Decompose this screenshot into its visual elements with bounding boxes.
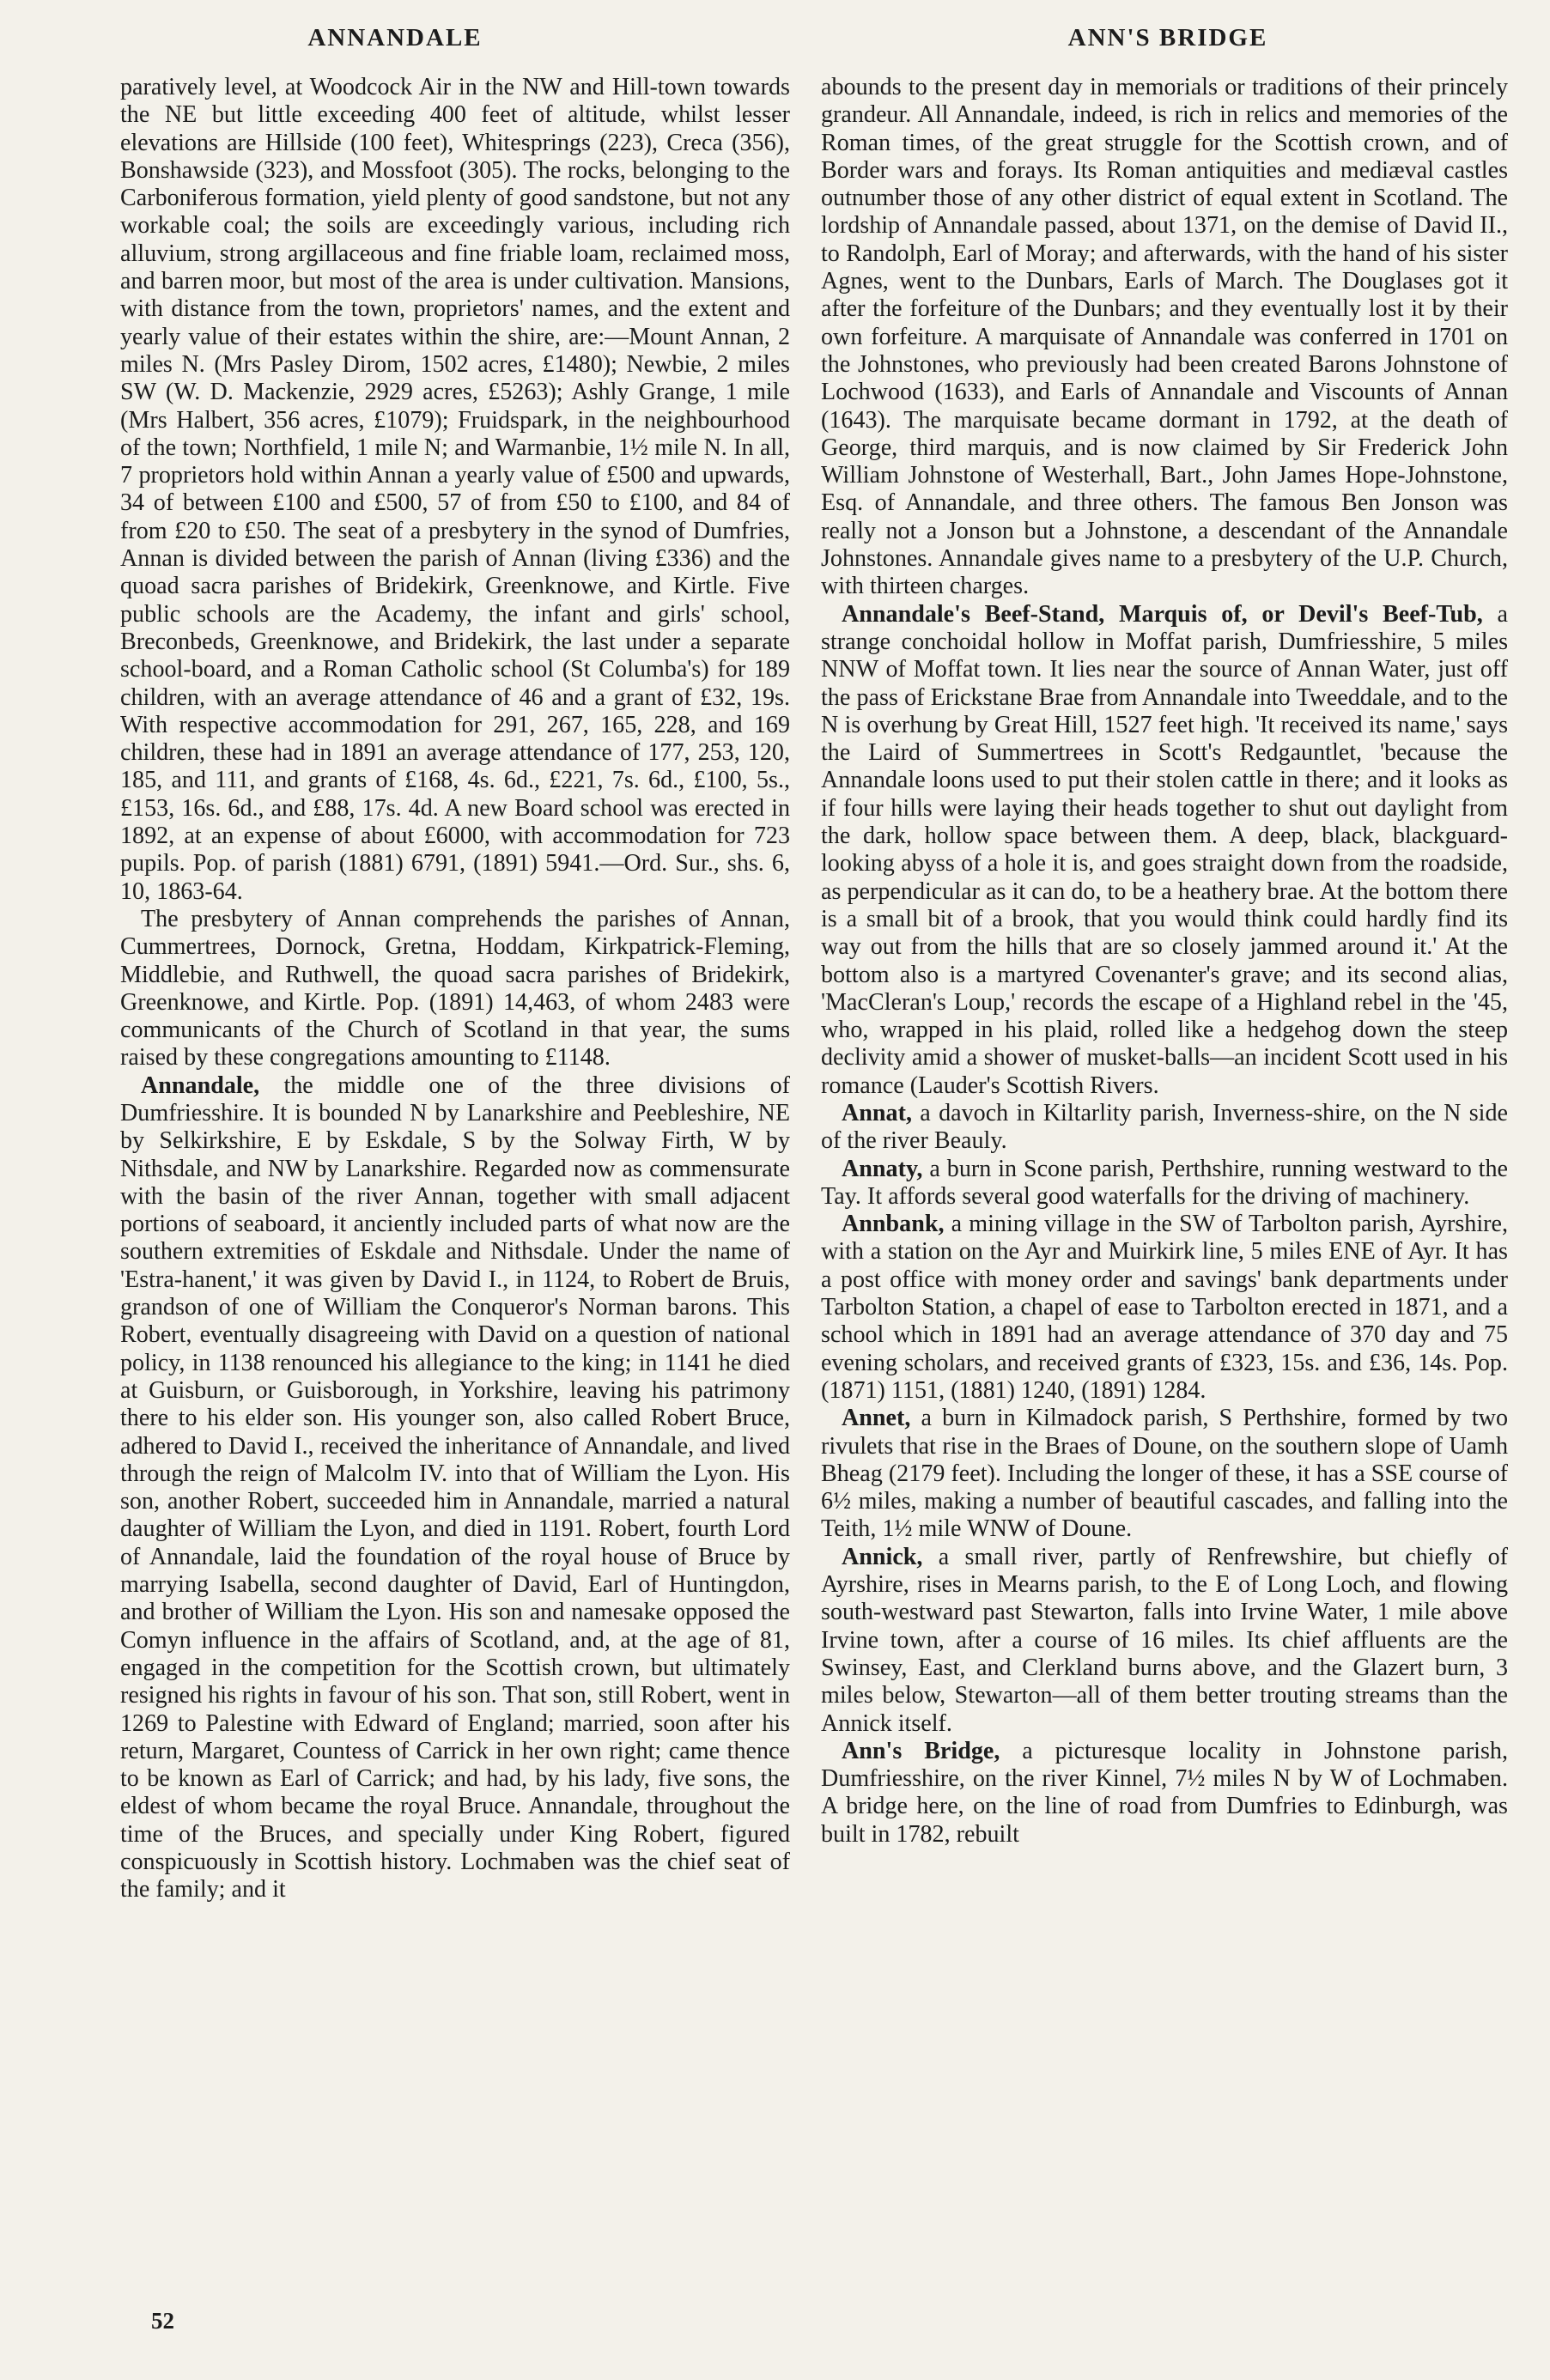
paragraph	[120, 906, 790, 1072]
entry-headword: Annick,	[842, 1543, 923, 1570]
paragraph	[821, 74, 1508, 601]
gazetteer-entry	[821, 1405, 1508, 1543]
left-column	[120, 74, 790, 2315]
entry-text: a mining village in the SW of Tarbolton parish, Ayrshire, with a station on the Ayr and Muirkirk line, 5 miles ENE of Ayr. It has a post office with money order and savings' bank departments under Tarbolton Station, a chapel of ease to Tarbolton erected in 1871, and a school which in 1891 had an average attendance of 370 day and 75 evening scholars, and received grants of £323, 15s. and £36, 14s. Pop. (1871) 1151, (1881) 1240, (1891) 1284.	[821, 1211, 1508, 1404]
entry-text: abounds to the present day in memorials or traditions of their princely grandeur. All Annandale, indeed, is rich in relics and memories of the Roman times, of the great struggle for the Scottish crown, and of Border wars and forays. Its Roman antiquities and mediæval castles outnumber those of any other district of equal extent in Scotland. The lordship of Annandale passed, about 1371, on the demise of David II., to Randolph, Earl of Moray; and afterwards, with the hand of his sister Agnes, went to the Dunbars, Earls of March. The Douglases got it after the forfeiture of the Dunbars; and they eventually lost it by their own forfeiture. A marquisate of Annandale was conferred in 1701 on the Johnstones, who previously had been created Barons Johnstone of Lochwood (1633), and Earls of Annandale and Viscounts of Annan (1643). The marquisate became dormant in 1792, at the death of George, third marquis, and is now claimed by Sir Frederick John William Johnstone of Westerhall, Bart., John James Hope-Johnstone, Esq. of Annandale, and three others. The famous Ben Jonson was really not a Jonson but a Johnstone, a descendant of the Annandale Johnstones. Annandale gives name to a presbytery of the U.P. Church, with thirteen charges.	[821, 74, 1508, 600]
entry-headword: Annandale,	[141, 1072, 260, 1099]
entry-text: a davoch in Kiltarlity parish, Inverness-shire, on the N side of the river Beauly.	[821, 1099, 1508, 1155]
gazetteer-entry	[821, 1211, 1508, 1405]
gazetteer-entry	[821, 601, 1508, 1100]
gazetteer-entry	[821, 1156, 1508, 1211]
entry-headword: Annandale's Beef-Stand, Marquis of, or Devil's Beef-Tub,	[842, 600, 1483, 628]
gazetteer-entry	[821, 1544, 1508, 1738]
running-head-left: ANNANDALE	[307, 24, 483, 52]
entry-headword: Annbank,	[842, 1211, 945, 1238]
entry-text: The presbytery of Annan comprehends the parishes of Annan, Cummertrees, Dornock, Gretna, Hoddam, Kirkpatrick-Fleming, Middlebie, and Ruthwell, the quoad sacra parishes of Bridekirk, Greenknowe, and Kirtle. Pop. (1891) 14,463, of whom 2483 were communicants of the Church of Scotland in that year, the sums raised by these congregations amounting to £1148.	[120, 905, 790, 1072]
entry-headword: Annat,	[842, 1099, 912, 1126]
entry-text: a picturesque locality in Johnstone parish, Dumfriesshire, on the river Kinnel, 7½ miles N by W of Lochmaben. A bridge here, on the line of road from Dumfries to Edinburgh, was built in 1782, rebuilt	[821, 1737, 1508, 1848]
gazetteer-entry	[821, 1100, 1508, 1156]
gazetteer-entry	[120, 1072, 790, 1904]
paragraph	[120, 74, 790, 906]
entry-text: a burn in Kilmadock parish, S Perthshire, formed by two rivulets that rise in the Braes of Doune, on the southern slope of Uamh Bheag (2179 feet). Including the longer of these, it has a SSE course of 6½ miles, making a number of beautiful cascades, and falling into the Teith, 1½ mile WNW of Doune.	[821, 1405, 1508, 1543]
page-number: 52	[151, 2308, 174, 2334]
right-column	[821, 74, 1508, 2315]
entry-text: a strange conchoidal hollow in Moffat parish, Dumfriesshire, 5 miles NNW of Moffat town. It lies near the source of Annan Water, just off the pass of Erickstane Brae from Annandale into Tweeddale, and to the N is overhung by Great Hill, 1527 feet high. 'It received its name,' says the Laird of Summertrees in Scott's Redgauntlet, 'because the Annandale loons used to put their stolen cattle in there; and it looks as if four hills were laying their heads together to shut out daylight from the dark, hollow space between them. A deep, black, blackguard-looking abyss of a hole it is, and goes straight down from the roadside, as perpendicular as it can do, to be a heathery brae. At the bottom there is a small bit of a brook, that you would think could hardly find its way out from the hills that are so closely jammed around it.' At the bottom also is a martyred Covenanter's grave; and its second alias, 'MacCleran's Loup,' records the escape of a Highland rebel in the '45, who, wrapped in his plaid, rolled like a hedgehog down the steep declivity amid a shower of musket-balls—an incident Scott used in his romance (Lauder's Scottish Rivers.	[821, 600, 1508, 1099]
entry-text: paratively level, at Woodcock Air in the NW and Hill-town towards the NE but little exceeding 400 feet of altitude, whilst lesser elevations are Hillside (100 feet), Whitesprings (223), Creca (356), Bonshawside (323), and Mossfoot (305). The rocks, belonging to the Carboniferous formation, yield plenty of good sandstone, but not any workable coal; the soils are exceedingly various, including rich alluvium, strong argillaceous and fine friable loam, reclaimed moss, and barren moor, but most of the area is under cultivation. Mansions, with distance from the town, proprietors' names, and the extent and yearly value of their estates within the shire, are:—Mount Annan, 2 miles N. (Mrs Pasley Dirom, 1502 acres, £1480); Newbie, 2 miles SW (W. D. Mackenzie, 2929 acres, £5263); Ashly Grange, 1 mile (Mrs Halbert, 356 acres, £1079); Fruidspark, in the neighbourhood of the town; Northfield, 1 mile N; and Warmanbie, 1½ mile N. In all, 7 proprietors hold within Annan a yearly value of £500 and upwards, 34 of between £100 and £500, 57 of from £50 to £100, and 84 of from £20 to £50. The seat of a presbytery in the synod of Dumfries, Annan is divided between the parish of Annan (living £336) and the quoad sacra parishes of Bridekirk, Greenknowe, and Kirtle. Five public schools are the Academy, the infant and girls' school, Breconbeds, Greenknowe, and Bridekirk, the last under a separate school-board, and a Roman Catholic school (St Columba's) for 189 children, with an average attendance of 46 and a grant of £32, 19s. With respective accommodation for 291, 267, 165, 228, and 169 children, these had in 1891 an average attendance of 177, 253, 120, 185, and 111, and grants of £168, 4s. 6d., £221, 7s. 6d., £100, 5s., £153, 16s. 6d., and £88, 17s. 4d. A new Board school was erected in 1892, at an expense of about £6000, with accommodation for 723 pupils. Pop. of parish (1881) 6791, (1891) 5941.—Ord. Sur., shs. 6, 10, 1863-64.	[120, 74, 790, 905]
entry-headword: Annaty,	[842, 1155, 923, 1182]
entry-headword: Annet,	[842, 1405, 911, 1432]
gazetteer-entry	[821, 1738, 1508, 1849]
running-head-right: ANN'S BRIDGE	[1067, 24, 1268, 52]
entry-text: a small river, partly of Renfrewshire, but chiefly of Ayrshire, rises in Mearns parish, to the E of Long Loch, and flowing south-westward past Stewarton, falls into Irvine Water, 1 mile above Irvine town, after a course of 16 miles. Its chief affluents are the Swinsey, East, and Clerkland burns above, and the Glazert burn, 3 miles below, Stewarton—all of them better trouting streams than the Annick itself.	[821, 1543, 1508, 1737]
entry-headword: Ann's Bridge,	[842, 1737, 1000, 1764]
entry-text: the middle one of the three divisions of Dumfriesshire. It is bounded N by Lanarkshire and Peebleshire, NE by Selkirkshire, E by Eskdale, S by the Solway Firth, W by Nithsdale, and NW by Lanarkshire. Regarded now as commensurate with the basin of the river Annan, together with small adjacent portions of seaboard, it anciently included parts of what now are the southern extremities of Eskdale and Nithsdale. Under the name of 'Estra-hanent,' it was given by David I., in 1124, to Robert de Bruis, grandson of one of William the Conqueror's Norman barons. This Robert, eventually disagreeing with David on a question of national policy, in 1138 renounced his allegiance to the king; in 1141 he died at Guisburn, or Guisborough, in Yorkshire, leaving his patrimony there to his elder son. His younger son, also called Robert Bruce, adhered to David I., received the inheritance of Annandale, and lived through the reign of Malcolm IV. into that of William the Lyon. His son, another Robert, succeeded him in Annandale, married a natural daughter of William the Lyon, and died in 1191. Robert, fourth Lord of Annandale, laid the foundation of the royal house of Bruce by marrying Isabella, second daughter of David, Earl of Huntingdon, and brother of William the Lyon. His son and namesake opposed the Comyn influence in the affairs of Scotland, and, at the age of 81, engaged in the competition for the Scottish crown, but ultimately resigned his rights in favour of his son. That son, still Robert, went in 1269 to Palestine with Edward of England; married, soon after his return, Margaret, Countess of Carrick in her own right; came thence to be known as Earl of Carrick; and had, by his lady, five sons, the eldest of whom became the royal Bruce. Annandale, throughout the time of the Bruces, and specially under King Robert, figured conspicuously in Scottish history. Lochmaben was the chief seat of the family; and it	[120, 1072, 790, 1903]
entry-text: a burn in Scone parish, Perthshire, running westward to the Tay. It affords several good waterfalls for the driving of machinery.	[821, 1155, 1508, 1210]
